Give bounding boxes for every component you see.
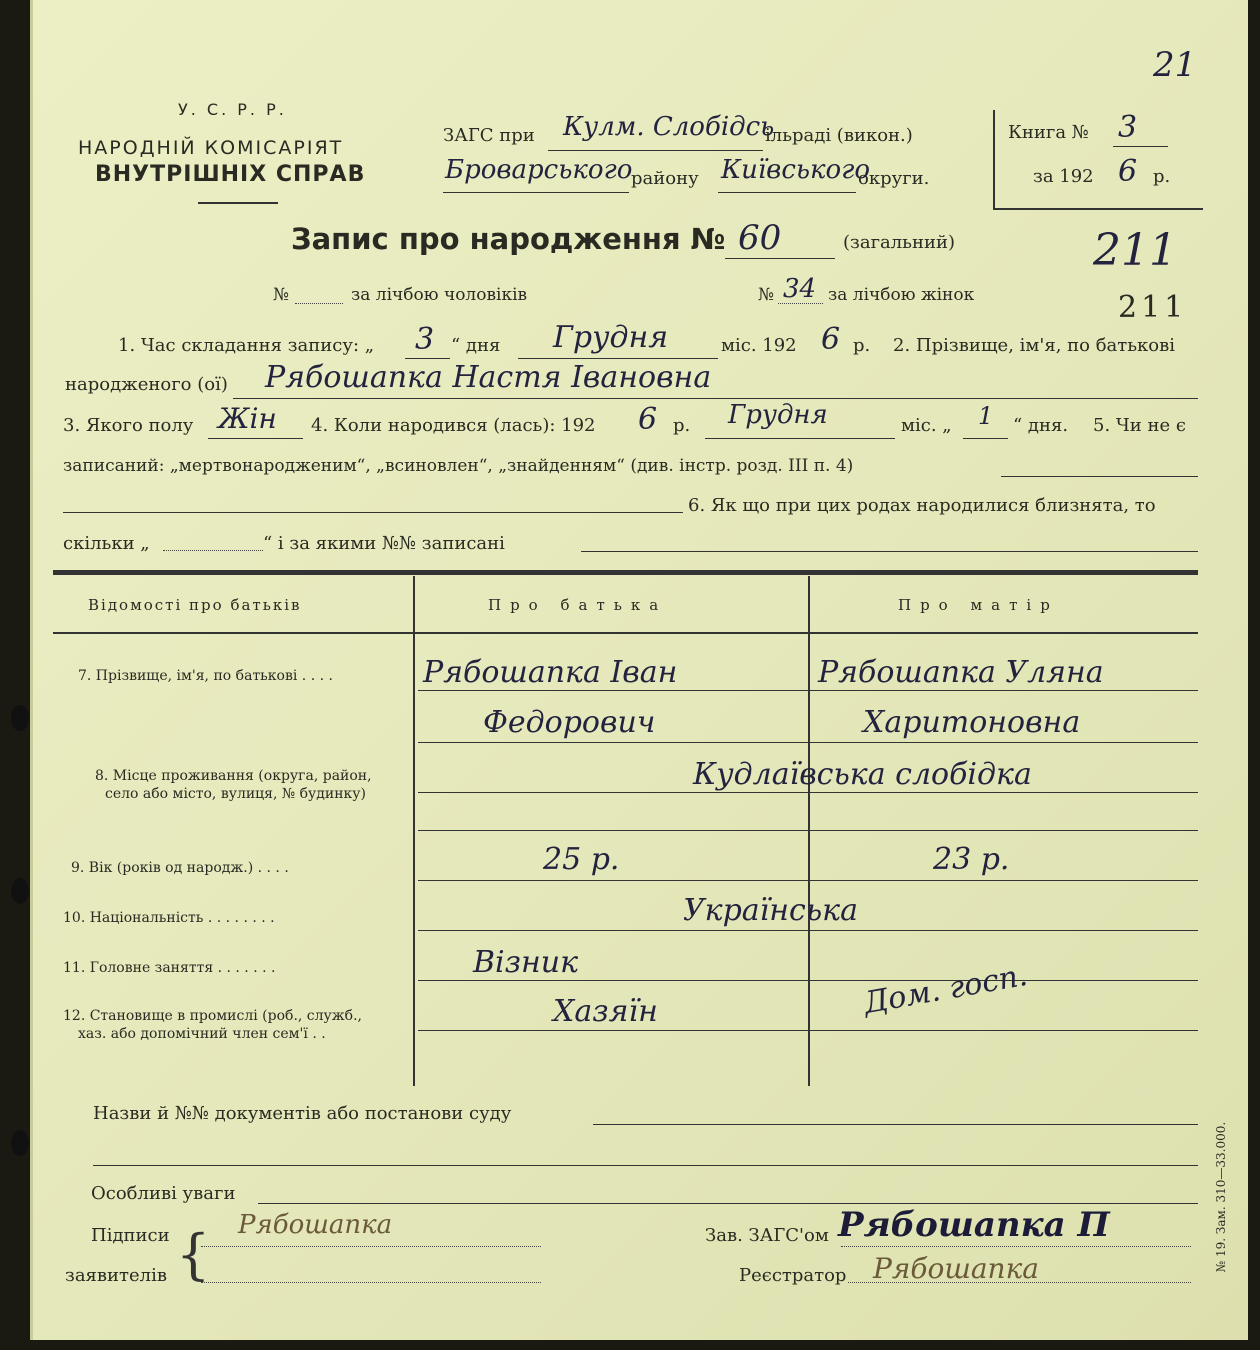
field6-label2b: “ і за якими №№ записані bbox=[263, 533, 505, 554]
row-line bbox=[418, 980, 1198, 981]
field4-day: 1 bbox=[978, 402, 994, 430]
field6-prev-line bbox=[63, 512, 683, 513]
father-status: Хазяїн bbox=[553, 994, 658, 1029]
field5-label: 5. Чи не є bbox=[1093, 415, 1186, 436]
margin-note-hw: 211 bbox=[1093, 225, 1177, 276]
field2-line bbox=[233, 398, 1198, 399]
field1-month: Грудня bbox=[553, 320, 669, 355]
header-rule bbox=[198, 202, 278, 204]
row-line bbox=[418, 690, 1198, 691]
row-line bbox=[418, 792, 1198, 793]
table-header-rule bbox=[53, 632, 1198, 634]
book-number: 3 bbox=[1118, 110, 1138, 145]
zags-okrug-suffix: округи. bbox=[858, 168, 930, 189]
table-top-rule bbox=[53, 570, 1198, 575]
head-signature: Рябошапка П bbox=[838, 1205, 1110, 1245]
field4-month-line bbox=[705, 438, 895, 439]
women-count: 34 bbox=[783, 274, 817, 304]
record-number: 60 bbox=[738, 218, 782, 258]
row10-label: 10. Національність . . . . . . . . bbox=[63, 910, 275, 926]
zags-prefix: ЗАГС при bbox=[443, 125, 535, 146]
father-name: Рябошапка Іван bbox=[423, 655, 678, 690]
field2-label2: народженого (ої) bbox=[65, 374, 228, 395]
mother-patronymic: Харитоновна bbox=[863, 705, 1081, 740]
field6-count-line bbox=[163, 550, 263, 551]
registrar-label: Реєстратор bbox=[739, 1265, 847, 1286]
record-title-suffix: (загальний) bbox=[843, 232, 955, 253]
field2-value: Рябошапка Настя Івановна bbox=[265, 360, 712, 395]
row8-label: 8. Місце проживання (округа, район, bbox=[95, 768, 372, 784]
row12-label2: хаз. або допомічний член сем'ї . . bbox=[78, 1026, 326, 1042]
men-count-line bbox=[295, 303, 343, 304]
field2-label: 2. Прізвище, ім'я, по батькові bbox=[893, 335, 1176, 356]
women-label: за лічбою жінок bbox=[828, 285, 975, 305]
ministry-line1: НАРОДНІЙ КОМІСАРІЯТ bbox=[78, 137, 344, 159]
book-box-left bbox=[993, 110, 995, 208]
row-line bbox=[418, 1030, 1198, 1031]
zags-council-value: Кулм. Слобідсь bbox=[563, 112, 775, 142]
margin-note-print: 211 bbox=[1118, 290, 1188, 325]
residence-value: Кудлаївська слобідка bbox=[693, 757, 1032, 792]
field5-line bbox=[1001, 476, 1198, 477]
field1-year: 6 bbox=[821, 322, 841, 357]
applicant-signature: Рябошапка bbox=[238, 1210, 393, 1240]
field6-label: 6. Як що при цих родах народилися близнята, то bbox=[688, 495, 1156, 516]
book-number-line bbox=[1113, 146, 1168, 147]
row-line bbox=[418, 742, 1198, 743]
zags-okrug-line bbox=[718, 192, 856, 193]
father-occupation: Візник bbox=[473, 945, 578, 980]
docs-line bbox=[593, 1124, 1198, 1125]
row-line bbox=[418, 930, 1198, 931]
field1-label: 1. Час складання запису: „ bbox=[118, 335, 375, 356]
binding-hole bbox=[11, 878, 29, 904]
field6-label2a: скільки „ bbox=[63, 533, 150, 554]
form-page bbox=[30, 0, 1248, 1340]
row-line bbox=[418, 880, 1198, 881]
field4-year: 6 bbox=[638, 402, 658, 437]
book-year-value: 6 bbox=[1118, 154, 1138, 189]
signatures-label1: Підписи bbox=[91, 1225, 170, 1246]
field1-day-suffix: “ дня bbox=[451, 335, 501, 356]
table-header-father: Про батька bbox=[488, 596, 668, 614]
head-label: Зав. ЗАГС'ом bbox=[705, 1225, 829, 1246]
republic-header: У. С. Р. Р. bbox=[178, 100, 287, 119]
women-prefix: № bbox=[758, 285, 775, 305]
mother-occupation: Дом. госп. bbox=[861, 957, 1031, 1022]
notes-line bbox=[258, 1203, 1198, 1204]
row12-label: 12. Становище в промислі (роб., служб., bbox=[63, 1008, 362, 1024]
row11-label: 11. Головне заняття . . . . . . . bbox=[63, 960, 276, 976]
men-prefix: № bbox=[273, 285, 290, 305]
signatures-label2: заявителів bbox=[65, 1265, 167, 1286]
registrar-signature: Рябошапка bbox=[873, 1252, 1039, 1285]
docs-label: Назви й №№ документів або постанови суду bbox=[93, 1103, 512, 1124]
field1-day-line bbox=[405, 358, 450, 359]
binding-hole bbox=[11, 705, 29, 731]
registrar-sign-line bbox=[848, 1282, 1191, 1283]
row7-label: 7. Прізвище, ім'я, по батькові . . . . bbox=[78, 668, 333, 684]
father-patronymic: Федорович bbox=[483, 705, 656, 740]
zags-council-line bbox=[548, 150, 763, 151]
field1-day: 3 bbox=[415, 322, 435, 357]
father-age: 25 р. bbox=[543, 842, 620, 877]
zags-district-value: Броварського bbox=[445, 155, 633, 185]
mother-age: 23 р. bbox=[933, 842, 1010, 877]
zags-district-line bbox=[443, 192, 629, 193]
docs-line2 bbox=[93, 1165, 1198, 1166]
table-header-info: Відомості про батьків bbox=[88, 596, 302, 614]
field4-month: Грудня bbox=[728, 400, 828, 430]
field4-day-suffix: “ дня. bbox=[1013, 415, 1069, 436]
field1-month-line bbox=[518, 358, 718, 359]
field3-label: 3. Якого полу bbox=[63, 415, 194, 436]
field6-numbers-line bbox=[581, 551, 1198, 552]
field4-mis: міс. „ bbox=[901, 415, 952, 436]
table-col-divider-1 bbox=[413, 576, 415, 1086]
field4-day-line bbox=[963, 438, 1008, 439]
table-header-mother: Про матір bbox=[898, 596, 1059, 614]
women-count-line bbox=[778, 303, 823, 304]
applicant-sign-line1 bbox=[201, 1246, 541, 1247]
field4-r: р. bbox=[673, 415, 691, 436]
field1-r: р. bbox=[853, 335, 871, 356]
field5-label2: записаний: „мертвонародженим“, „всиновлен“, „знайденням“ (див. інстр. розд. III п. 4) bbox=[63, 456, 854, 476]
head-sign-line bbox=[841, 1246, 1191, 1247]
field3-line bbox=[208, 438, 303, 439]
mother-name: Рябошапка Уляна bbox=[818, 655, 1104, 690]
record-number-line bbox=[725, 258, 835, 259]
applicant-sign-line2 bbox=[201, 1282, 541, 1283]
row8-label2: село або місто, вулиця, № будинку) bbox=[105, 786, 367, 802]
nationality-value: Українська bbox=[683, 893, 858, 928]
side-print: № 19. Зам. 310—33.000. bbox=[1214, 1121, 1228, 1273]
ministry-line2: ВНУТРІШНІХ СПРАВ bbox=[95, 162, 366, 187]
book-year-suffix: р. bbox=[1153, 166, 1171, 187]
book-label: Книга № bbox=[1008, 122, 1089, 143]
record-title: Запис про народження № bbox=[291, 222, 726, 256]
book-box-bottom bbox=[993, 208, 1203, 210]
notes-label: Особливі уваги bbox=[91, 1183, 236, 1204]
zags-council-suffix: ільраді (викон.) bbox=[765, 125, 913, 146]
men-label: за лічбою чоловіків bbox=[351, 285, 528, 305]
book-year-label: за 192 bbox=[1033, 166, 1094, 187]
table-col-divider-2 bbox=[808, 576, 810, 1086]
corner-number: 21 bbox=[1153, 45, 1197, 85]
row9-label: 9. Вік (років од народж.) . . . . bbox=[71, 860, 289, 876]
row-line bbox=[418, 830, 1198, 831]
zags-district-suffix: району bbox=[631, 168, 699, 189]
signatures-brace: { bbox=[176, 1223, 211, 1286]
binding-hole bbox=[11, 1130, 29, 1156]
field3-value: Жін bbox=[218, 402, 277, 435]
field4-label: 4. Коли народився (лась): 192 bbox=[311, 415, 596, 436]
field1-mis: міс. 192 bbox=[721, 335, 797, 356]
zags-okrug-value: Київського bbox=[721, 155, 871, 185]
